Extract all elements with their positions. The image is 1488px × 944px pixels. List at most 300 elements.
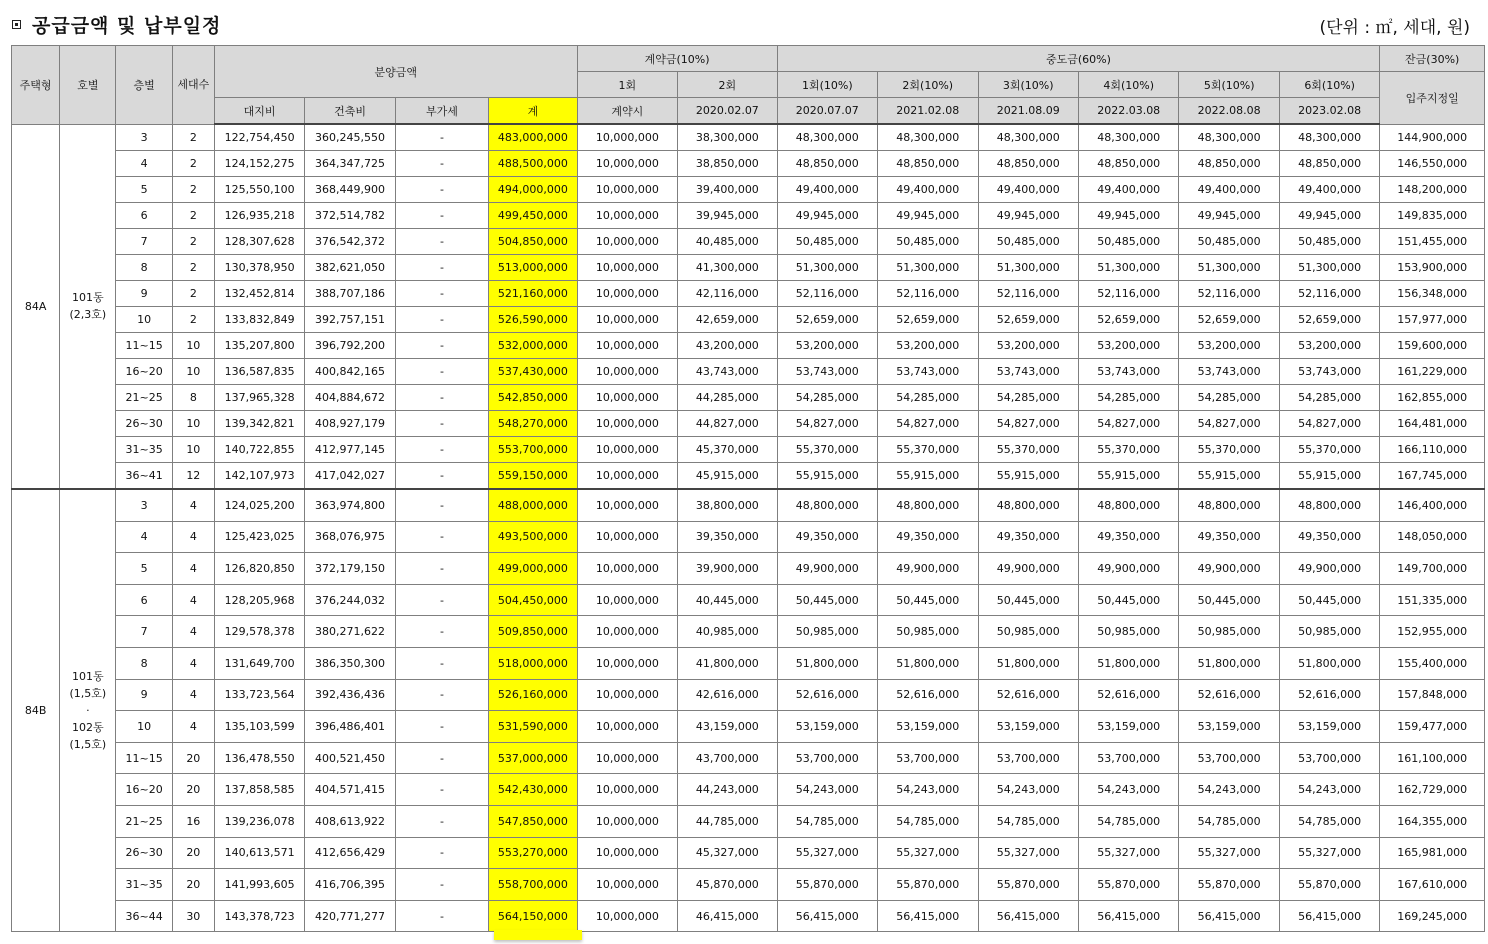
total-price-cell: 547,850,000 — [489, 805, 577, 837]
floor-cell: 4 — [116, 521, 172, 553]
middle-2-cell: 49,945,000 — [878, 203, 978, 229]
deposit-2-cell: 44,785,000 — [678, 805, 777, 837]
deposit-1-cell: 10,000,000 — [577, 616, 677, 648]
balance-cell: 146,550,000 — [1380, 151, 1485, 177]
middle-1-cell: 51,300,000 — [777, 255, 877, 281]
deposit-1-cell: 10,000,000 — [577, 742, 677, 774]
middle-3-cell: 52,116,000 — [978, 281, 1078, 307]
total-price-cell: 483,000,000 — [489, 124, 577, 151]
floor-cell: 36~41 — [116, 463, 172, 490]
table-row — [12, 837, 1485, 869]
land-cost-cell: 135,103,599 — [214, 711, 304, 743]
middle-5-cell: 51,800,000 — [1179, 647, 1279, 679]
middle-3-cell: 54,243,000 — [978, 774, 1078, 806]
col-middle-4-date: 2022.03.08 — [1078, 98, 1178, 125]
deposit-1-cell: 10,000,000 — [577, 900, 677, 932]
middle-6-cell: 50,985,000 — [1279, 616, 1379, 648]
deposit-2-cell: 39,900,000 — [678, 553, 777, 585]
middle-5-cell: 50,985,000 — [1179, 616, 1279, 648]
middle-1-cell: 55,327,000 — [777, 837, 877, 869]
middle-6-cell: 52,659,000 — [1279, 307, 1379, 333]
vat-cell: - — [395, 255, 488, 281]
building-cost-cell: 372,179,150 — [305, 553, 395, 585]
col-middle-6-date: 2023.02.08 — [1279, 98, 1379, 125]
middle-2-cell: 48,800,000 — [878, 489, 978, 521]
building-cost-cell: 412,656,429 — [305, 837, 395, 869]
middle-2-cell: 49,350,000 — [878, 521, 978, 553]
middle-4-cell: 52,116,000 — [1078, 281, 1178, 307]
balance-cell: 155,400,000 — [1380, 647, 1485, 679]
land-cost-cell: 124,152,275 — [214, 151, 304, 177]
building-cost-cell: 404,884,672 — [305, 385, 395, 411]
building-cost-cell: 404,571,415 — [305, 774, 395, 806]
middle-6-cell: 53,700,000 — [1279, 742, 1379, 774]
households-cell: 2 — [172, 124, 214, 151]
deposit-2-cell: 43,200,000 — [678, 333, 777, 359]
total-price-cell: 494,000,000 — [489, 177, 577, 203]
col-balance-date: 입주지정일 — [1380, 72, 1485, 125]
middle-2-cell: 53,743,000 — [878, 359, 978, 385]
middle-1-cell: 51,800,000 — [777, 647, 877, 679]
middle-3-cell: 53,200,000 — [978, 333, 1078, 359]
vat-cell: - — [395, 307, 488, 333]
households-cell: 2 — [172, 307, 214, 333]
middle-6-cell: 55,870,000 — [1279, 869, 1379, 901]
middle-4-cell: 55,915,000 — [1078, 463, 1178, 490]
households-cell: 4 — [172, 489, 214, 521]
middle-4-cell: 55,327,000 — [1078, 837, 1178, 869]
balance-cell: 164,481,000 — [1380, 411, 1485, 437]
deposit-1-cell: 10,000,000 — [577, 411, 677, 437]
deposit-1-cell: 10,000,000 — [577, 333, 677, 359]
col-households: 세대수 — [172, 46, 214, 125]
middle-5-cell: 48,800,000 — [1179, 489, 1279, 521]
vat-cell: - — [395, 411, 488, 437]
col-floor: 층별 — [116, 46, 172, 125]
vat-cell: - — [395, 616, 488, 648]
balance-cell: 149,700,000 — [1380, 553, 1485, 585]
total-price-cell: 521,160,000 — [489, 281, 577, 307]
balance-cell: 151,455,000 — [1380, 229, 1485, 255]
households-cell: 30 — [172, 900, 214, 932]
square-bullet-icon — [12, 20, 21, 29]
middle-6-cell: 49,350,000 — [1279, 521, 1379, 553]
households-cell: 2 — [172, 151, 214, 177]
deposit-2-cell: 42,616,000 — [678, 679, 777, 711]
middle-2-cell: 55,327,000 — [878, 837, 978, 869]
middle-6-cell: 56,415,000 — [1279, 900, 1379, 932]
middle-1-cell: 49,400,000 — [777, 177, 877, 203]
total-price-cell: 531,590,000 — [489, 711, 577, 743]
middle-5-cell: 48,850,000 — [1179, 151, 1279, 177]
vat-cell: - — [395, 359, 488, 385]
middle-4-cell: 49,945,000 — [1078, 203, 1178, 229]
col-balance-group: 잔금(30%) — [1380, 46, 1485, 72]
households-cell: 10 — [172, 411, 214, 437]
middle-5-cell: 52,616,000 — [1179, 679, 1279, 711]
middle-5-cell: 48,300,000 — [1179, 124, 1279, 151]
deposit-2-cell: 42,659,000 — [678, 307, 777, 333]
land-cost-cell: 124,025,200 — [214, 489, 304, 521]
middle-6-cell: 54,285,000 — [1279, 385, 1379, 411]
middle-1-cell: 53,700,000 — [777, 742, 877, 774]
floor-cell: 26~30 — [116, 837, 172, 869]
land-cost-cell: 141,993,605 — [214, 869, 304, 901]
deposit-2-cell: 40,485,000 — [678, 229, 777, 255]
balance-cell: 151,335,000 — [1380, 584, 1485, 616]
deposit-1-cell: 10,000,000 — [577, 281, 677, 307]
middle-4-cell: 53,159,000 — [1078, 711, 1178, 743]
middle-5-cell: 55,327,000 — [1179, 837, 1279, 869]
deposit-1-cell: 10,000,000 — [577, 489, 677, 521]
middle-5-cell: 49,350,000 — [1179, 521, 1279, 553]
land-cost-cell: 139,236,078 — [214, 805, 304, 837]
total-price-cell: 537,000,000 — [489, 742, 577, 774]
middle-1-cell: 53,200,000 — [777, 333, 877, 359]
col-price-group: 분양금액 — [214, 46, 577, 98]
table-row — [12, 124, 1485, 151]
middle-4-cell: 52,659,000 — [1078, 307, 1178, 333]
middle-3-cell: 53,159,000 — [978, 711, 1078, 743]
floor-cell: 3 — [116, 489, 172, 521]
middle-4-cell: 54,243,000 — [1078, 774, 1178, 806]
middle-2-cell: 55,915,000 — [878, 463, 978, 490]
middle-1-cell: 49,900,000 — [777, 553, 877, 585]
total-price-cell: 526,590,000 — [489, 307, 577, 333]
floor-cell: 16~20 — [116, 359, 172, 385]
land-cost-cell: 133,723,564 — [214, 679, 304, 711]
floor-cell: 11~15 — [116, 742, 172, 774]
building-cost-cell: 392,436,436 — [305, 679, 395, 711]
floor-cell: 4 — [116, 151, 172, 177]
middle-1-cell: 52,659,000 — [777, 307, 877, 333]
balance-cell: 166,110,000 — [1380, 437, 1485, 463]
deposit-2-cell: 41,800,000 — [678, 647, 777, 679]
floor-cell: 9 — [116, 281, 172, 307]
middle-5-cell: 50,485,000 — [1179, 229, 1279, 255]
balance-cell: 152,955,000 — [1380, 616, 1485, 648]
deposit-2-cell: 38,800,000 — [678, 489, 777, 521]
table-row — [12, 711, 1485, 743]
vat-cell: - — [395, 489, 488, 521]
deposit-2-cell: 45,370,000 — [678, 437, 777, 463]
balance-cell: 157,848,000 — [1380, 679, 1485, 711]
balance-cell: 162,855,000 — [1380, 385, 1485, 411]
land-cost-cell: 136,478,550 — [214, 742, 304, 774]
deposit-2-cell: 45,327,000 — [678, 837, 777, 869]
middle-3-cell: 53,743,000 — [978, 359, 1078, 385]
middle-3-cell: 50,485,000 — [978, 229, 1078, 255]
middle-4-cell: 49,400,000 — [1078, 177, 1178, 203]
middle-1-cell: 54,827,000 — [777, 411, 877, 437]
vat-cell: - — [395, 203, 488, 229]
table-row — [12, 307, 1485, 333]
housing-type-cell: 84A — [12, 124, 60, 489]
building-cost-cell: 386,350,300 — [305, 647, 395, 679]
middle-2-cell: 53,700,000 — [878, 742, 978, 774]
table-row — [12, 177, 1485, 203]
middle-3-cell: 55,327,000 — [978, 837, 1078, 869]
middle-3-cell: 56,415,000 — [978, 900, 1078, 932]
building-cost-cell: 408,613,922 — [305, 805, 395, 837]
col-deposit-2-date: 2020.02.07 — [678, 98, 777, 125]
floor-cell: 11~15 — [116, 333, 172, 359]
title-bar — [12, 9, 1484, 41]
total-price-cell: 548,270,000 — [489, 411, 577, 437]
table-row — [12, 489, 1485, 521]
deposit-2-cell: 45,870,000 — [678, 869, 777, 901]
building-cost-cell: 376,542,372 — [305, 229, 395, 255]
balance-cell: 149,835,000 — [1380, 203, 1485, 229]
middle-3-cell: 54,785,000 — [978, 805, 1078, 837]
middle-5-cell: 49,900,000 — [1179, 553, 1279, 585]
deposit-2-cell: 38,300,000 — [678, 124, 777, 151]
floor-cell: 36~44 — [116, 900, 172, 932]
deposit-2-cell: 39,350,000 — [678, 521, 777, 553]
land-cost-cell: 132,452,814 — [214, 281, 304, 307]
supply-price-table — [11, 45, 1485, 932]
housing-type-cell: 84B — [12, 489, 60, 932]
floor-cell: 10 — [116, 711, 172, 743]
col-middle-2: 2회(10%) — [878, 72, 978, 98]
land-cost-cell: 122,754,450 — [214, 124, 304, 151]
middle-2-cell: 56,415,000 — [878, 900, 978, 932]
unit-note: (단위 : ㎡, 세대, 원) — [1319, 18, 1470, 38]
middle-4-cell: 53,700,000 — [1078, 742, 1178, 774]
land-cost-cell: 140,722,855 — [214, 437, 304, 463]
table-row — [12, 647, 1485, 679]
middle-3-cell: 55,370,000 — [978, 437, 1078, 463]
middle-4-cell: 52,616,000 — [1078, 679, 1178, 711]
building-cost-cell: 376,244,032 — [305, 584, 395, 616]
total-price-cell: 504,850,000 — [489, 229, 577, 255]
balance-cell: 162,729,000 — [1380, 774, 1485, 806]
building-cost-cell: 400,521,450 — [305, 742, 395, 774]
vat-cell: - — [395, 521, 488, 553]
floor-cell: 8 — [116, 647, 172, 679]
middle-1-cell: 52,116,000 — [777, 281, 877, 307]
middle-2-cell: 55,370,000 — [878, 437, 978, 463]
middle-2-cell: 54,785,000 — [878, 805, 978, 837]
table-row — [12, 742, 1485, 774]
land-cost-cell: 137,965,328 — [214, 385, 304, 411]
land-cost-cell: 126,820,850 — [214, 553, 304, 585]
households-cell: 4 — [172, 584, 214, 616]
dong-line: 101동 — [72, 670, 104, 684]
middle-5-cell: 55,915,000 — [1179, 463, 1279, 490]
deposit-2-cell: 43,159,000 — [678, 711, 777, 743]
middle-3-cell: 50,445,000 — [978, 584, 1078, 616]
dong-line: (1,5호) — [69, 687, 107, 701]
middle-3-cell: 55,870,000 — [978, 869, 1078, 901]
middle-6-cell: 51,300,000 — [1279, 255, 1379, 281]
total-price-cell: 532,000,000 — [489, 333, 577, 359]
middle-5-cell: 50,445,000 — [1179, 584, 1279, 616]
middle-1-cell: 55,370,000 — [777, 437, 877, 463]
balance-cell: 146,400,000 — [1380, 489, 1485, 521]
households-cell: 4 — [172, 553, 214, 585]
dong-line: 102동 — [72, 721, 104, 735]
middle-2-cell: 48,850,000 — [878, 151, 978, 177]
dong-line: (1,5호) — [69, 738, 107, 752]
middle-3-cell: 49,400,000 — [978, 177, 1078, 203]
total-price-cell: 559,150,000 — [489, 463, 577, 490]
col-deposit-2: 2회 — [678, 72, 777, 98]
building-cost-cell: 372,514,782 — [305, 203, 395, 229]
middle-1-cell: 53,159,000 — [777, 711, 877, 743]
middle-4-cell: 51,800,000 — [1078, 647, 1178, 679]
middle-6-cell: 54,243,000 — [1279, 774, 1379, 806]
middle-3-cell: 49,945,000 — [978, 203, 1078, 229]
middle-2-cell: 54,285,000 — [878, 385, 978, 411]
households-cell: 20 — [172, 869, 214, 901]
vat-cell: - — [395, 837, 488, 869]
middle-5-cell: 49,945,000 — [1179, 203, 1279, 229]
table-row — [12, 900, 1485, 932]
highlight-tail — [494, 930, 582, 940]
middle-5-cell: 55,870,000 — [1179, 869, 1279, 901]
balance-cell: 167,610,000 — [1380, 869, 1485, 901]
col-middle-6: 6회(10%) — [1279, 72, 1379, 98]
middle-4-cell: 50,485,000 — [1078, 229, 1178, 255]
total-price-cell: 542,850,000 — [489, 385, 577, 411]
table-row — [12, 463, 1485, 490]
middle-3-cell: 51,300,000 — [978, 255, 1078, 281]
col-middle-1: 1회(10%) — [777, 72, 877, 98]
balance-cell: 161,229,000 — [1380, 359, 1485, 385]
households-cell: 20 — [172, 837, 214, 869]
building-cost-cell: 364,347,725 — [305, 151, 395, 177]
building-cost-cell: 408,927,179 — [305, 411, 395, 437]
middle-6-cell: 53,159,000 — [1279, 711, 1379, 743]
middle-1-cell: 50,485,000 — [777, 229, 877, 255]
middle-4-cell: 54,785,000 — [1078, 805, 1178, 837]
col-middle-5-date: 2022.08.08 — [1179, 98, 1279, 125]
middle-1-cell: 55,870,000 — [777, 869, 877, 901]
middle-4-cell: 50,985,000 — [1078, 616, 1178, 648]
deposit-1-cell: 10,000,000 — [577, 385, 677, 411]
balance-cell: 167,745,000 — [1380, 463, 1485, 490]
land-cost-cell: 137,858,585 — [214, 774, 304, 806]
deposit-1-cell: 10,000,000 — [577, 437, 677, 463]
balance-cell: 159,600,000 — [1380, 333, 1485, 359]
middle-2-cell: 53,200,000 — [878, 333, 978, 359]
table-row — [12, 255, 1485, 281]
vat-cell: - — [395, 647, 488, 679]
deposit-2-cell: 43,743,000 — [678, 359, 777, 385]
middle-3-cell: 51,800,000 — [978, 647, 1078, 679]
middle-4-cell: 54,827,000 — [1078, 411, 1178, 437]
col-middle-1-date: 2020.07.07 — [777, 98, 877, 125]
vat-cell: - — [395, 281, 488, 307]
balance-cell: 164,355,000 — [1380, 805, 1485, 837]
deposit-1-cell: 10,000,000 — [577, 521, 677, 553]
floor-cell: 9 — [116, 679, 172, 711]
middle-2-cell: 54,243,000 — [878, 774, 978, 806]
households-cell: 20 — [172, 774, 214, 806]
floor-cell: 31~35 — [116, 869, 172, 901]
floor-cell: 21~25 — [116, 805, 172, 837]
deposit-2-cell: 44,285,000 — [678, 385, 777, 411]
deposit-1-cell: 10,000,000 — [577, 711, 677, 743]
land-cost-cell: 142,107,973 — [214, 463, 304, 490]
floor-cell: 21~25 — [116, 385, 172, 411]
middle-2-cell: 55,870,000 — [878, 869, 978, 901]
vat-cell: - — [395, 742, 488, 774]
total-price-cell: 553,700,000 — [489, 437, 577, 463]
households-cell: 12 — [172, 463, 214, 490]
middle-5-cell: 52,659,000 — [1179, 307, 1279, 333]
deposit-2-cell: 39,400,000 — [678, 177, 777, 203]
col-land: 대지비 — [214, 98, 304, 125]
middle-4-cell: 54,285,000 — [1078, 385, 1178, 411]
deposit-1-cell: 10,000,000 — [577, 805, 677, 837]
vat-cell: - — [395, 177, 488, 203]
households-cell: 10 — [172, 437, 214, 463]
col-middle-5: 5회(10%) — [1179, 72, 1279, 98]
vat-cell: - — [395, 805, 488, 837]
households-cell: 10 — [172, 333, 214, 359]
middle-4-cell: 49,350,000 — [1078, 521, 1178, 553]
balance-cell: 148,050,000 — [1380, 521, 1485, 553]
deposit-1-cell: 10,000,000 — [577, 124, 677, 151]
table-row — [12, 151, 1485, 177]
total-price-cell: 509,850,000 — [489, 616, 577, 648]
total-price-cell: 499,450,000 — [489, 203, 577, 229]
middle-6-cell: 49,945,000 — [1279, 203, 1379, 229]
deposit-2-cell: 39,945,000 — [678, 203, 777, 229]
table-row — [12, 281, 1485, 307]
deposit-1-cell: 10,000,000 — [577, 647, 677, 679]
middle-5-cell: 53,743,000 — [1179, 359, 1279, 385]
middle-1-cell: 52,616,000 — [777, 679, 877, 711]
deposit-1-cell: 10,000,000 — [577, 774, 677, 806]
table-row — [12, 616, 1485, 648]
col-middle-3-date: 2021.08.09 — [978, 98, 1078, 125]
total-price-cell: 488,500,000 — [489, 151, 577, 177]
balance-cell: 156,348,000 — [1380, 281, 1485, 307]
total-price-cell: 564,150,000 — [489, 900, 577, 932]
households-cell: 2 — [172, 203, 214, 229]
total-price-cell: 558,700,000 — [489, 869, 577, 901]
middle-3-cell: 54,285,000 — [978, 385, 1078, 411]
middle-6-cell: 55,370,000 — [1279, 437, 1379, 463]
middle-2-cell: 52,116,000 — [878, 281, 978, 307]
land-cost-cell: 125,423,025 — [214, 521, 304, 553]
floor-cell: 8 — [116, 255, 172, 281]
middle-4-cell: 48,800,000 — [1078, 489, 1178, 521]
total-price-cell: 526,160,000 — [489, 679, 577, 711]
middle-6-cell: 55,915,000 — [1279, 463, 1379, 490]
middle-2-cell: 50,485,000 — [878, 229, 978, 255]
middle-6-cell: 48,300,000 — [1279, 124, 1379, 151]
table-row — [12, 805, 1485, 837]
dong-cell — [60, 489, 116, 932]
deposit-2-cell: 44,827,000 — [678, 411, 777, 437]
middle-6-cell: 53,200,000 — [1279, 333, 1379, 359]
deposit-1-cell: 10,000,000 — [577, 307, 677, 333]
total-price-cell: 518,000,000 — [489, 647, 577, 679]
dong-line: (2,3호) — [69, 308, 107, 322]
col-deposit-1: 1회 — [577, 72, 677, 98]
table-row — [12, 411, 1485, 437]
land-cost-cell: 131,649,700 — [214, 647, 304, 679]
deposit-1-cell: 10,000,000 — [577, 151, 677, 177]
floor-cell: 31~35 — [116, 437, 172, 463]
middle-4-cell: 56,415,000 — [1078, 900, 1178, 932]
building-cost-cell: 388,707,186 — [305, 281, 395, 307]
building-cost-cell: 420,771,277 — [305, 900, 395, 932]
